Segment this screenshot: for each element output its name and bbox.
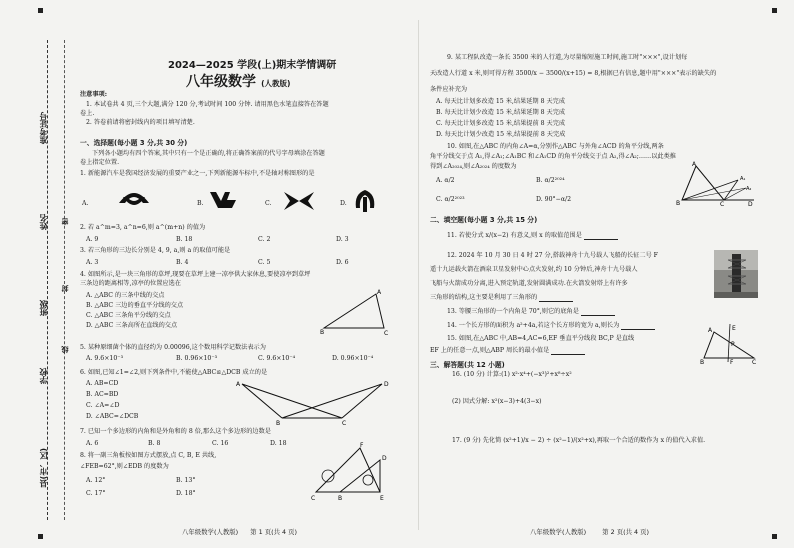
question-13-text: 13. 等腰三角形的一个内角是 70°,则它的底角是	[447, 308, 579, 315]
question-12d-text: 三角形的结构,这主要是利用了三角形的	[430, 294, 538, 301]
q8-option-a: A. 12°	[86, 477, 106, 484]
question-1: 1. 新能源汽车是我国经济发展的重要产业之一,下列新能源车标中,不是轴对称图形的是	[80, 170, 315, 177]
question-4b: 三条边的距离相等,凉亭的位置应选在	[80, 280, 181, 287]
question-12d	[430, 294, 573, 302]
exam-edition: (人教版)	[261, 79, 291, 88]
q14-answer-blank[interactable]	[621, 323, 655, 330]
corner-mark	[772, 8, 777, 13]
q8-option-b: B. 13°	[176, 477, 196, 484]
q1-option-a: A.	[82, 200, 89, 207]
question-9: 9. 某工程队改造一条长 3500 米的人行道,为尽量缩短施工时间,施工时"×××",设计划每	[447, 54, 688, 61]
question-8: 8. 将一副三角板按如图方式摆放,点 C, B, E 共线,	[80, 452, 217, 459]
exam-title	[186, 71, 290, 91]
svg-text:C: C	[311, 495, 316, 502]
class-label: 班级	[39, 300, 48, 316]
q11-answer-blank[interactable]	[584, 233, 618, 240]
car-logo-c	[282, 190, 316, 212]
q7-option-c: C. 16	[212, 440, 229, 447]
svg-text:B: B	[338, 495, 343, 502]
question-10c: 得到∠A₂₀₂₄,则∠A₂₀₂₄ 的度数为	[430, 163, 517, 170]
svg-text:B: B	[700, 359, 705, 364]
corner-mark	[38, 8, 43, 13]
question-15b-text: EF 上的任意一点,则△ABP 周长的最小值是	[430, 347, 550, 354]
note-1b: 卷上.	[80, 110, 95, 117]
question-10: 10. 如图,在△ABC 的内角∠A=α,分别作△ABC 与外角∠ACD 的角平分线,两条	[447, 143, 664, 150]
section-3-heading: 三、解答题(共 12 小题)	[430, 361, 505, 369]
binding-line-inner	[64, 40, 65, 520]
q9-option-b: B. 每天比计划少改造 15 米,结果延期 8 天完成	[436, 109, 566, 116]
svg-text:D: D	[748, 201, 753, 206]
q8-option-d: D. 18°	[176, 490, 196, 497]
seal-mi: 密	[61, 218, 69, 225]
question-14	[447, 322, 655, 330]
question-14-text: 14. 一个长方形的面积为 a²+4a,若这个长方形的宽为 a,则长为	[447, 322, 620, 329]
q12-answer-blank[interactable]	[539, 295, 573, 302]
svg-text:C: C	[342, 420, 347, 426]
seal-feng: 封	[61, 285, 69, 292]
corner-mark	[772, 534, 777, 539]
question-16: 16. (10 分) 计算:(1) x²·x⁴+(−x³)²+x⁸÷x²	[452, 371, 572, 378]
question-12b: 遥十九运载火箭在酒泉卫星发射中心点火发射,约 10 分钟后,神舟十九号载人	[430, 266, 638, 273]
car-logo-d	[352, 188, 378, 214]
question-12c: 飞船与火箭成功分离,进入预定轨道,发射圆满成功.在火箭发射塔上有许多	[430, 280, 628, 287]
q15-answer-blank[interactable]	[551, 348, 585, 355]
section-1-heading: 一、选择题(每小题 3 分,共 30 分)	[80, 139, 188, 147]
svg-text:A: A	[708, 327, 713, 334]
q13-answer-blank[interactable]	[581, 309, 615, 316]
notes-heading: 注意事项:	[80, 91, 108, 98]
footer-left-subject: 八年级数学(人教版)	[182, 528, 239, 536]
seal-xian: 线	[61, 346, 69, 353]
q4-option-a: A. △ABC 的三条中线的交点	[86, 292, 165, 299]
q9-option-c: C. 每天比计划多改造 15 米,结果提前 8 天完成	[436, 120, 566, 127]
q7-option-d: D. 18	[270, 440, 287, 447]
q10-option-a: A. α/2	[436, 177, 455, 184]
q1-option-c: C.	[265, 200, 272, 207]
question-6: 6. 如图,已知∠1=∠2,则下列条件中,不能使△ABC≌△DCB 成立的是	[80, 369, 268, 376]
svg-text:A: A	[692, 161, 697, 168]
svg-text:A₂: A₂	[746, 186, 752, 192]
footer-right-page: 第 2 页(共 4 页)	[602, 528, 649, 536]
q3-option-d: D. 6	[336, 259, 349, 266]
q5-option-b: B. 0.96×10⁻³	[176, 355, 218, 362]
question-4: 4. 如图所示,是一块三角形的草坪,现要在草坪上建一凉亭供大家休息,要使凉亭到草坪	[80, 271, 311, 278]
footer-right-subject: 八年级数学(人教版)	[530, 528, 587, 536]
q7-option-b: B. 8	[148, 440, 161, 447]
svg-text:C: C	[720, 201, 725, 206]
rocket-tower-photo	[714, 250, 758, 298]
q4-option-b: B. △ABC 三边的垂直平分线的交点	[86, 302, 184, 309]
svg-text:D: D	[384, 381, 389, 388]
svg-text:E: E	[732, 325, 736, 332]
exam-title-main: 八年级数学	[186, 74, 256, 90]
county-label: 县(市、区)	[39, 448, 48, 488]
q10-angle-bisector-figure	[676, 160, 756, 206]
q6-option-b: B. AC=BD	[86, 391, 119, 398]
svg-text:A: A	[236, 381, 241, 388]
svg-text:B: B	[676, 200, 681, 206]
q10-option-d: D. 90°−α/2	[536, 196, 572, 203]
note-1: 1. 本试卷共 4 页,三个大题,满分 120 分,考试时间 100 分钟. 请用黑色水笔直接答在答题	[86, 101, 329, 108]
q6-option-c: C. ∠A=∠D	[86, 402, 120, 409]
svg-text:A: A	[377, 289, 382, 296]
school-label: 学校	[39, 368, 48, 384]
q9-option-d: D. 每天比计划少改造 15 米,结果提前 8 天完成	[436, 131, 566, 138]
svg-text:C: C	[384, 330, 389, 336]
question-11	[447, 232, 618, 240]
q2-option-c: C. 2	[258, 236, 271, 243]
note-2: 2. 答卷前请将密封线内的项目填写清楚.	[86, 119, 195, 126]
svg-text:B: B	[320, 329, 325, 336]
q4-option-d: D. △ABC 三条高所在直线的交点	[86, 322, 178, 329]
svg-text:E: E	[380, 495, 384, 502]
q6-option-a: A. AB=CD	[86, 380, 119, 387]
section-1-intro-2: 卷上指定位置.	[80, 159, 120, 166]
footer-right	[530, 527, 649, 536]
question-7: 7. 已知一个多边形的内角和是外角和的 8 倍,那么这个多边形的边数是	[80, 428, 271, 435]
svg-text:F: F	[730, 359, 734, 364]
q1-option-d: D.	[340, 200, 347, 207]
page-divider	[418, 20, 419, 530]
q4-triangle-figure	[320, 288, 392, 336]
footer-left-page: 第 1 页(共 4 页)	[250, 528, 297, 536]
q9-option-a: A. 每天比计划多改造 15 米,结果延期 8 天完成	[436, 98, 566, 105]
question-10b: 角平分线交于点 A₁,得∠A₁;∠A₁BC 和∠A₁CD 的角平分线交于点 A₂,得∠A₂;……以此类推	[430, 153, 676, 160]
car-logo-a	[117, 183, 151, 213]
q8-option-c: C. 17°	[86, 490, 106, 497]
q6-quadrilateral-figure	[222, 378, 398, 426]
question-5: 5. 某种原细菌个体的直径约为 0.00096,这个数用科学记数法表示为	[80, 344, 266, 351]
q5-option-c: C. 9.6×10⁻⁴	[258, 355, 296, 362]
section-2-heading: 二、填空题(每小题 3 分,共 15 分)	[430, 216, 538, 224]
svg-text:F: F	[360, 442, 364, 449]
q5-option-a: A. 9.6×10⁻³	[86, 355, 124, 362]
question-11-text: 11. 若使分式 x/(x−2) 有意义,则 x 的取值范围是	[447, 232, 582, 239]
q2-option-b: B. 18	[176, 236, 193, 243]
question-8b: ∠FEB=62°,则∠EDB 的度数为	[80, 463, 169, 470]
exam-subtitle: 2024—2025 学段(上)期末学情调研	[168, 60, 337, 71]
exam-number-label: 准考证号	[39, 112, 48, 144]
q3-option-b: B. 4	[176, 259, 189, 266]
corner-mark	[38, 534, 43, 539]
q3-option-c: C. 5	[258, 259, 271, 266]
q6-option-d: D. ∠ABC=∠DCB	[86, 413, 139, 420]
question-2: 2. 若 a^m=3, a^n=6,则 a^(m+n) 的值为	[80, 224, 206, 231]
question-9c: 条件应补充为	[430, 86, 468, 93]
question-16b: (2) 因式分解: x²(x−3)+4(3−x)	[452, 398, 542, 405]
question-15: 15. 如图,在△ABC 中,AB=4,AC=6,EF 垂直平分线段 BC,P 是直线	[447, 335, 635, 342]
question-17: 17. (9 分) 先化简 (x²+1)/x − 2) ÷ (x²−1)/(x²+x),再取一个合适的数作为 x 的值代入求值.	[452, 437, 706, 444]
question-9b: 天改造人行道 x 米,则可得方程 3500/x − 3500/(x+15) = 8,根据已有信息,题中用"×××"表示的缺失的	[430, 70, 717, 77]
svg-text:D: D	[382, 455, 387, 462]
q15-triangle-figure	[700, 322, 758, 364]
q4-option-c: C. △ABC 三条角平分线的交点	[86, 312, 171, 319]
q1-option-b: B.	[197, 200, 204, 207]
car-logo-b	[208, 188, 238, 212]
svg-text:B: B	[276, 420, 281, 426]
q3-option-a: A. 3	[86, 259, 99, 266]
name-label: 姓名	[39, 214, 48, 230]
q8-set-squares-figure	[310, 440, 390, 502]
question-13	[447, 308, 615, 316]
question-12: 12. 2024 年 10 月 30 日 4 时 27 分,搭载神舟十九号载人飞船的长征二号 F	[447, 252, 658, 259]
q10-option-b: B. α/2²⁰²⁴	[536, 177, 565, 184]
question-3: 3. 若三角形的三边长分别是 4, 9, a,则 a 的取值可能是	[80, 247, 231, 254]
svg-text:C: C	[752, 359, 757, 364]
q7-option-a: A. 6	[86, 440, 99, 447]
q2-option-d: D. 3	[336, 236, 349, 243]
footer-left	[182, 527, 297, 536]
q2-option-a: A. 9	[86, 236, 99, 243]
svg-text:A₁: A₁	[740, 176, 746, 182]
section-1-intro: 下列各小题均有四个答案,其中只有一个是正确的,将正确答案前的代号字母填涂在答题	[92, 150, 325, 157]
q5-option-d: D. 0.96×10⁻⁴	[332, 355, 374, 362]
question-15b	[430, 347, 585, 355]
q10-option-c: C. α/2²⁰²³	[436, 196, 465, 203]
svg-text:P: P	[731, 341, 735, 348]
